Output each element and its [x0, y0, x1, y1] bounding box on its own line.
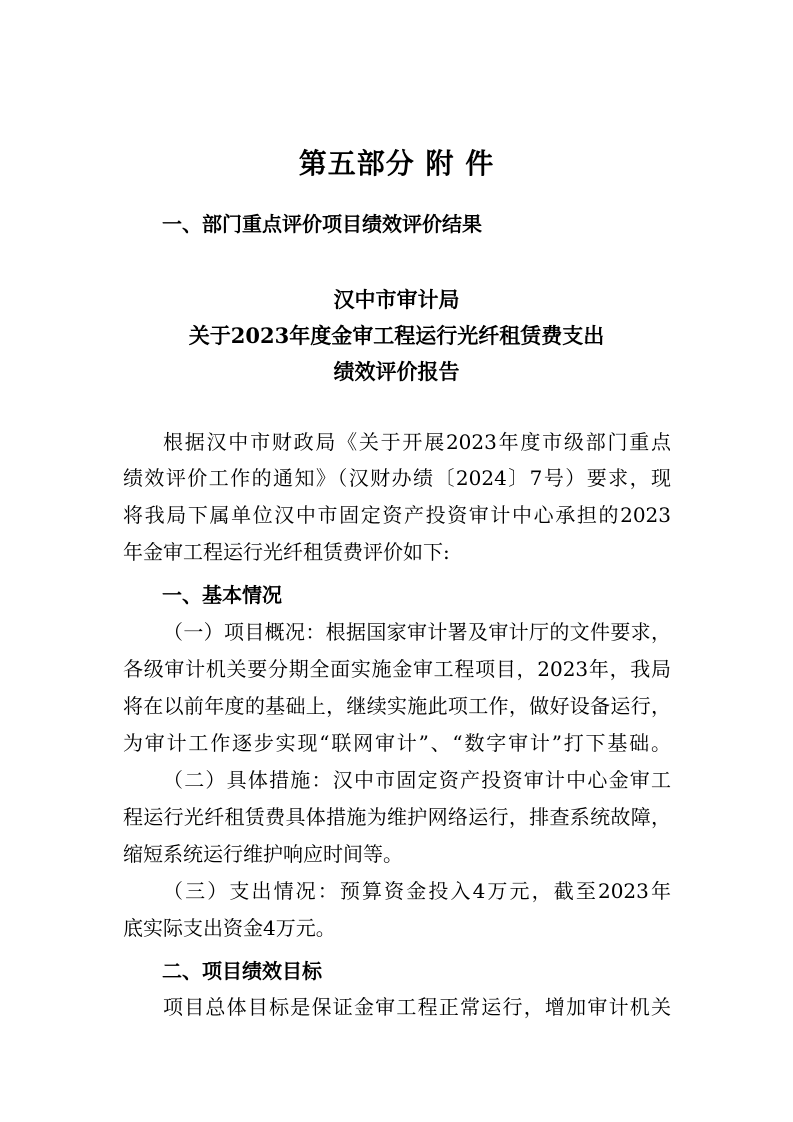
overview-line-4: 为审计工作逐步实现“联网审计”、“数字审计”打下基础。: [123, 731, 671, 755]
report-title-line-2: 关于2023年度金审工程运行光纤租赁费支出: [188, 323, 605, 348]
measures-line-3: 缩短系统运行维护响应时间等。: [123, 842, 403, 866]
report-title-line-3: 绩效评价报告: [333, 359, 460, 384]
performance-goals-line-1: 项目总体目标是保证金审工程正常运行，增加审计机关: [163, 995, 671, 1019]
measures-line-2: 程运行光纤租赁费具体措施为维护网络运行，排查系统故障，: [123, 805, 671, 829]
part-title: 第五部分 附 件: [298, 147, 495, 180]
intro-line-1: 根据汉中市财政局《关于开展2023年度市级部门重点: [163, 430, 671, 454]
section-heading-performance-goals: 二、项目绩效目标: [162, 959, 322, 983]
overview-line-1: （一）项目概况：根据国家审计署及审计厅的文件要求，: [163, 620, 671, 644]
report-title-line-1: 汉中市审计局: [333, 287, 460, 312]
expenditure-line-2: 底实际支出资金4万元。: [123, 916, 336, 940]
measures-line-1: （二）具体措施：汉中市固定资产投资审计中心金审工: [163, 768, 671, 792]
intro-line-3: 将我局下属单位汉中市固定资产投资审计中心承担的2023: [123, 503, 671, 527]
intro-line-4: 年金审工程运行光纤租赁费评价如下:: [123, 540, 450, 564]
intro-line-2: 绩效评价工作的通知》（汉财办绩〔2024〕7号）要求，现: [123, 466, 671, 490]
overview-line-3: 将在以前年度的基础上，继续实施此项工作，做好设备运行，: [123, 694, 671, 718]
expenditure-line-1: （三）支出情况：预算资金投入4万元，截至2023年: [163, 879, 671, 903]
section-heading-basic-info: 一、基本情况: [162, 583, 282, 607]
section-heading-evaluation-results: 一、部门重点评价项目绩效评价结果: [162, 212, 482, 236]
overview-line-2: 各级审计机关要分期全面实施金审工程项目，2023年，我局: [123, 657, 671, 681]
